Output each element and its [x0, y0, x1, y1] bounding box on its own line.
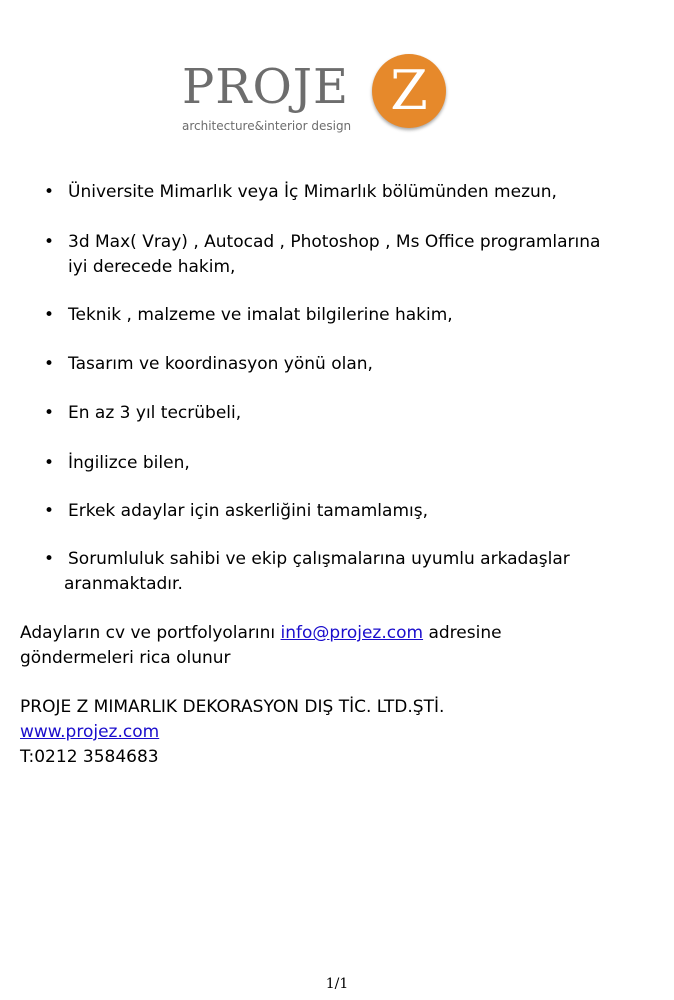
bullet-icon: •	[44, 182, 55, 202]
bullet-icon: •	[44, 549, 55, 569]
list-item-text: Teknik , malzeme ve imalat bilgilerine hakim,	[68, 305, 453, 325]
page-number: 1/1	[325, 976, 349, 992]
bullet-icon: •	[44, 501, 55, 521]
logo-wordmark: PROJE	[182, 59, 350, 115]
bullet-icon: •	[44, 232, 55, 252]
bullet-icon: •	[44, 453, 55, 473]
list-item-text: Erkek adaylar için askerliğini tamamlamış,	[68, 501, 428, 521]
company-info	[20, 695, 444, 770]
logo-tagline: architecture&interior design	[182, 119, 352, 133]
list-item-text: İngilizce bilen,	[68, 453, 190, 473]
logo-badge-icon	[372, 54, 446, 128]
website-link[interactable]: www.projez.com	[20, 722, 160, 742]
logo-badge-letter: Z	[390, 59, 428, 122]
list-item-text: Sorumluluk sahibi ve ekip çalışmalarına uyumlu arkadaşlar	[68, 549, 570, 569]
list-item-text-continued: aranmaktadır.	[64, 574, 183, 594]
company-logo	[180, 52, 480, 142]
bullet-icon: •	[44, 354, 55, 374]
list-item-text: 3d Max( Vray) , Autocad , Photoshop , Ms Office programlarına	[68, 232, 601, 252]
list-item-text: Üniversite Mimarlık veya İç Mimarlık bölümünden mezun,	[68, 182, 557, 202]
email-link[interactable]: info@projez.com	[280, 623, 424, 643]
company-phone: T:0212 3584683	[20, 747, 159, 767]
instructions-text-after: adresine	[428, 623, 502, 643]
list-item-text: Tasarım ve koordinasyon yönü olan,	[68, 354, 373, 374]
list-item-text: En az 3 yıl tecrübeli,	[68, 403, 242, 423]
bullet-icon: •	[44, 305, 55, 325]
company-name: PROJE Z MIMARLIK DEKORASYON DIŞ TİC. LTD.ŞTİ.	[20, 697, 445, 717]
instructions-text: Adayların cv ve portfolyolarını	[20, 623, 276, 643]
instructions-text-line2: göndermeleri rica olunur	[20, 648, 231, 668]
list-item-text-continued: iyi derecede hakim,	[68, 257, 236, 277]
bullet-icon: •	[44, 403, 55, 423]
application-instructions	[20, 621, 502, 671]
